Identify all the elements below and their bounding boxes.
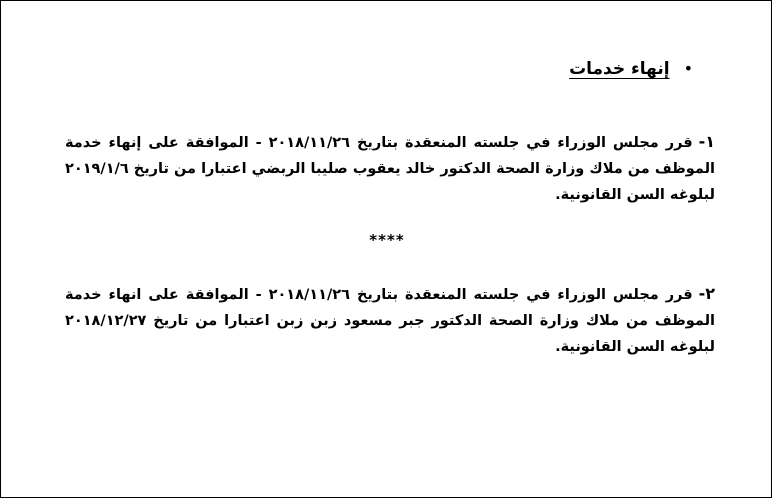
decision-item-2: [65, 281, 715, 360]
item-text: قرر مجلس الوزراء في جلسته المنعقدة بتاريخ ٢٠١٨/١١/٢٦ - الموافقة على إنهاء خدمة الموظف من ملاك وزارة الصحة الدكتور خالد يعقوب صليبا الربضي اعتبارا من تاريخ ٢٠١٩/١/٦ لبلوغه السن القانونية.: [65, 135, 715, 203]
decision-item-1: [65, 129, 715, 208]
section-heading: [569, 59, 693, 79]
item-number: ١-: [698, 132, 715, 151]
separator: ****: [369, 231, 405, 249]
item-number: ٢-: [698, 284, 715, 303]
section-title: إنهاء خدمات: [569, 59, 670, 79]
item-text: قرر مجلس الوزراء في جلسته المنعقدة بتاريخ ٢٠١٨/١١/٢٦ - الموافقة على انهاء خدمة الموظف من ملاك وزارة الصحة الدكتور جبر مسعود زبن زبن اعتبارا من تاريخ ٢٠١٨/١٢/٢٧ لبلوغه السن القانونية.: [65, 287, 715, 355]
bullet-icon: •: [683, 59, 693, 78]
